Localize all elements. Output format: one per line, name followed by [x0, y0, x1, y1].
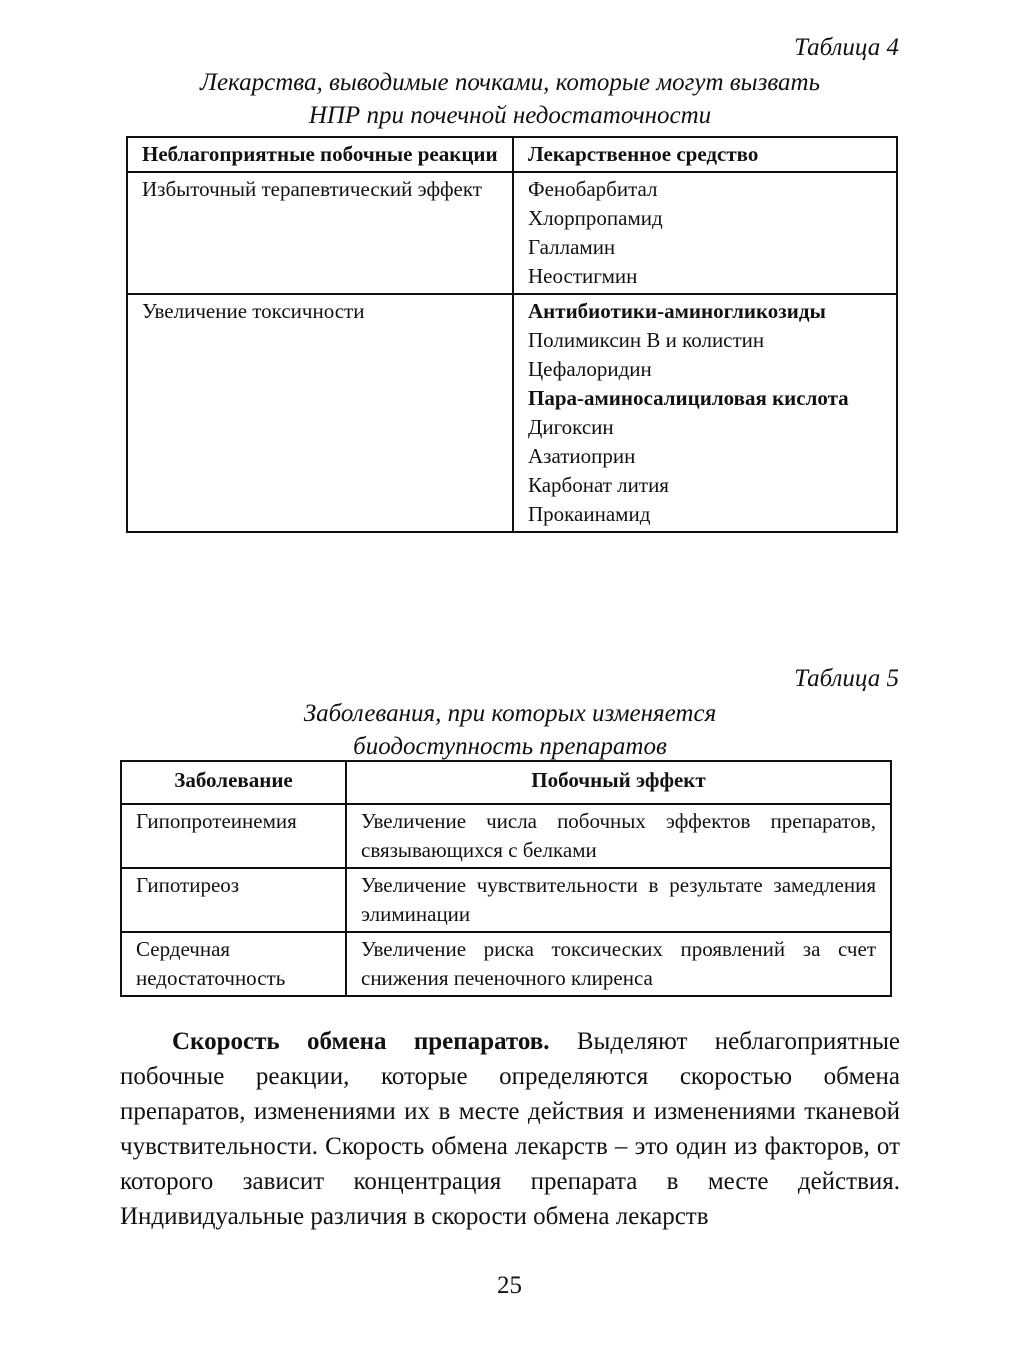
- drug-group-heading: Антибиотики-аминогликозиды: [528, 299, 826, 323]
- drug-item: Дигоксин: [528, 415, 614, 439]
- table5-title: [120, 697, 900, 763]
- table-row: [121, 932, 891, 996]
- table5-label: Таблица 5: [794, 665, 899, 692]
- table5-header-row: [121, 761, 891, 804]
- table4-reaction-cell: Избыточный терапевтический эффект: [127, 172, 513, 294]
- table5-header-disease: Заболевание: [121, 761, 346, 804]
- table-row: [121, 868, 891, 932]
- drug-item: Неостигмин: [528, 264, 638, 288]
- drug-group-heading: Пара-аминосалициловая кислота: [528, 386, 849, 410]
- table5-title-line1: Заболевания, при которых изменяется: [303, 700, 717, 727]
- table4-drugs-cell: [513, 172, 897, 294]
- table4-title: [120, 66, 900, 132]
- table-row: [121, 804, 891, 868]
- page-number: 25: [497, 1272, 522, 1299]
- table5-disease-cell: Гипотиреоз: [121, 868, 346, 932]
- table4: [126, 136, 898, 533]
- table5-effect-cell: Увеличение чувствительности в результате замедления элиминации: [346, 868, 891, 932]
- table-row: [127, 172, 897, 294]
- table-row: [127, 294, 897, 532]
- table4-title-line2: НПР при почечной недостаточности: [308, 102, 712, 129]
- table4-header-row: [127, 137, 897, 172]
- table5-disease-cell: Сердечная недостаточность: [121, 932, 346, 996]
- table4-title-line1: Лекарства, выводимые почками, которые могут вызвать: [200, 69, 820, 96]
- table5-header-effect: Побочный эффект: [346, 761, 891, 804]
- table4-header-reactions: Неблагоприятные побочные реакции: [127, 137, 513, 172]
- drug-item: Карбонат лития: [528, 473, 669, 497]
- table4-header-drug: Лекарственное средство: [513, 137, 897, 172]
- table4-drugs-cell: [513, 294, 897, 532]
- drug-item: Галламин: [528, 235, 616, 259]
- table5: [120, 760, 892, 997]
- drug-item: Хлорпропамид: [528, 206, 663, 230]
- drug-item: Полимиксин В и колистин: [528, 328, 765, 352]
- table5-title-line2: биодоступность препаратов: [353, 733, 667, 760]
- table5-effect-cell: Увеличение числа побочных эффектов препаратов, связывающихся с белками: [346, 804, 891, 868]
- drug-item: Прокаинамид: [528, 502, 651, 526]
- drug-item: Фенобарбитал: [528, 177, 658, 201]
- table5-disease-cell: Гипопротеинемия: [121, 804, 346, 868]
- drug-item: Цефалоридин: [528, 357, 652, 381]
- paragraph-text: Выделяют неблагоприятные побочные реакции, которые определяются скоростью обмена препаратов, изменениями их в месте действия и изменениями тканевой чувствительности. Скорость обмена лекарств – это один из факторов, от которого зависит концентрация препарата в месте действия. Индивидуальные различия в скорости обмена лекарств: [120, 1028, 900, 1230]
- paragraph-lead: Скорость обмена препаратов.: [172, 1028, 550, 1055]
- table5-effect-cell: Увеличение риска токсических проявлений за счет снижения печеночного клиренса: [346, 932, 891, 996]
- table4-reaction-cell: Увеличение токсичности: [127, 294, 513, 532]
- table4-label: Таблица 4: [794, 34, 899, 61]
- drug-item: Азатиоприн: [528, 444, 636, 468]
- body-paragraph: [120, 1024, 900, 1234]
